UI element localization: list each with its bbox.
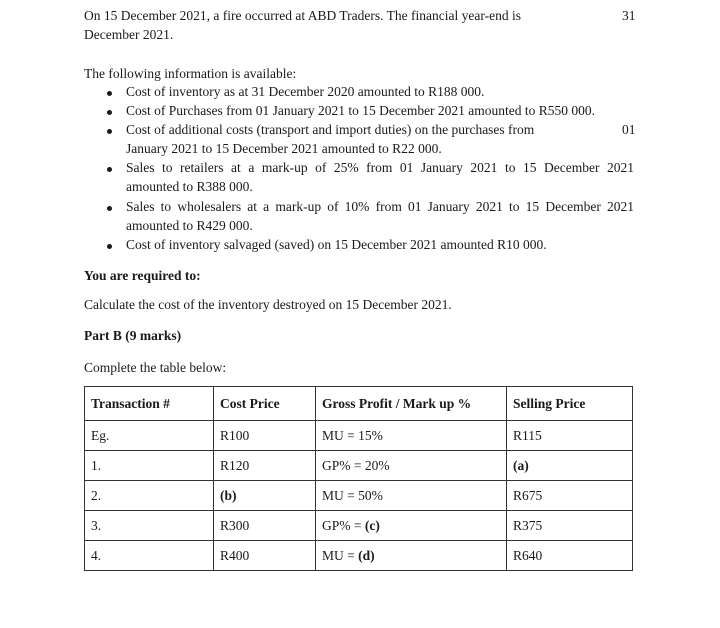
table-row xyxy=(85,421,633,451)
intro-line-1: On 15 December 2021, a fire occurred at ABD Traders. The financial year-end is xyxy=(84,8,521,23)
cell-cost-price: R300 xyxy=(214,511,316,541)
cell-cost-price-blank[interactable]: (b) xyxy=(214,481,316,511)
bullet-text-cont: January 2021 to 15 December 2021 amounted to R22 000. xyxy=(126,141,442,156)
margin-number-31: 31 xyxy=(622,8,636,23)
cell-transaction: 3. xyxy=(85,511,214,541)
bullet-text: Cost of Purchases from 01 January 2021 to 15 December 2021 amounted to R550 000. xyxy=(126,103,596,118)
table-row xyxy=(85,511,633,541)
bullet-dot-icon xyxy=(107,129,112,134)
bullet-text: Cost of inventory salvaged (saved) on 15 December 2021 amounted R10 000. xyxy=(126,237,547,252)
table-row xyxy=(85,481,633,511)
cell-selling-price: R675 xyxy=(507,481,633,511)
bullet-text: Cost of additional costs (transport and import duties) on the purchases from xyxy=(126,122,535,137)
required-text: Calculate the cost of the inventory destroyed on 15 December 2021. xyxy=(84,297,452,312)
cell-selling-price: R375 xyxy=(507,511,633,541)
gp-prefix: MU = xyxy=(322,547,359,563)
cell-gross-profit xyxy=(316,451,507,481)
part-b-heading: Part B (9 marks) xyxy=(84,328,182,343)
cell-gross-profit[interactable] xyxy=(316,541,507,571)
answer-table xyxy=(84,386,633,571)
table-row xyxy=(85,451,633,481)
cell-cost-price: R100 xyxy=(214,421,316,451)
cell-gross-profit[interactable] xyxy=(316,511,507,541)
cell-transaction: 4. xyxy=(85,541,214,571)
table-header-row xyxy=(85,387,633,421)
header-gross-profit: Gross Profit / Mark up % xyxy=(316,387,507,421)
bullet-text: Sales to retailers at a mark-up of 25% from 01 January 2021 to 15 December 2021 xyxy=(126,160,634,175)
bullet-dot-icon xyxy=(107,167,112,172)
cell-selling-price: R640 xyxy=(507,541,633,571)
cell-transaction: Eg. xyxy=(85,421,214,451)
gp-prefix: GP% = xyxy=(322,517,365,533)
cell-gross-profit xyxy=(316,421,507,451)
cell-cost-price: R400 xyxy=(214,541,316,571)
complete-instruction: Complete the table below: xyxy=(84,360,227,375)
cell-transaction: 2. xyxy=(85,481,214,511)
bullet-text-cont: amounted to R429 000. xyxy=(126,218,253,233)
bullet-dot-icon xyxy=(107,110,112,115)
bullet-text-cont: amounted to R388 000. xyxy=(126,179,253,194)
header-transaction: Transaction # xyxy=(85,387,214,421)
margin-number-01: 01 xyxy=(622,122,636,137)
cell-selling-price: R115 xyxy=(507,421,633,451)
gp-blank[interactable]: (d) xyxy=(358,547,375,563)
header-cost-price: Cost Price xyxy=(214,387,316,421)
cell-selling-price-blank[interactable]: (a) xyxy=(507,451,633,481)
header-selling-price: Selling Price xyxy=(507,387,633,421)
bullet-dot-icon xyxy=(107,206,112,211)
bullet-text: Cost of inventory as at 31 December 2020 amounted to R188 000. xyxy=(126,84,485,99)
cell-transaction: 1. xyxy=(85,451,214,481)
cell-cost-price: R120 xyxy=(214,451,316,481)
gp-value: MU = 50% xyxy=(322,487,383,503)
gp-value: GP% = 20% xyxy=(322,457,390,473)
gp-value: MU = 15% xyxy=(322,427,383,443)
bullet-text: Sales to wholesalers at a mark-up of 10% from 01 January 2021 to 15 December 2021 xyxy=(126,199,634,214)
bullet-dot-icon xyxy=(107,244,112,249)
bullet-dot-icon xyxy=(107,91,112,96)
gp-blank[interactable]: (c) xyxy=(364,517,380,533)
info-heading: The following information is available: xyxy=(84,66,297,81)
intro-line-2: December 2021. xyxy=(84,27,174,42)
table-row xyxy=(85,541,633,571)
required-heading: You are required to: xyxy=(84,268,201,283)
cell-gross-profit xyxy=(316,481,507,511)
